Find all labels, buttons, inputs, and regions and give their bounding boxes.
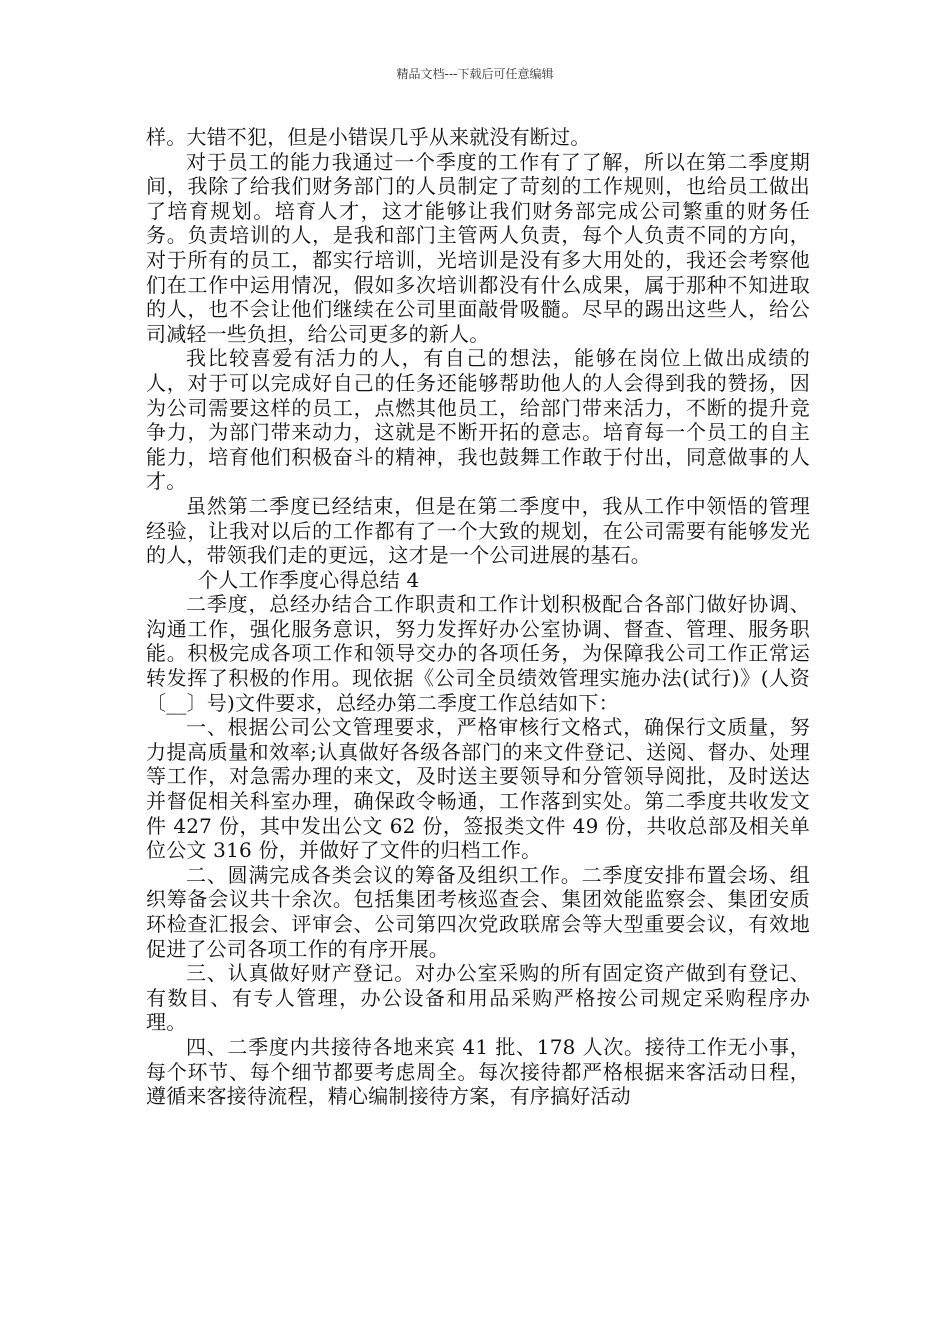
paragraph-item-3: 三、认真做好财产登记。对办公室采购的所有固定资产做到有登记、有数目、有专人管理，办公设备和用品采购严格按公司规定采购程序办理。 (146, 961, 810, 1035)
page-header: 精品文档---下载后可任意编辑 (396, 67, 554, 81)
paragraph-q2-intro: 二季度，总经办结合工作职责和工作计划积极配合各部门做好协调、沟通工作，强化服务意识，努力发挥好办公室协调、督查、管理、服务职能。积极完成各项工作和领导交办的各项任务，为保障我公司工作正常运转发挥了积极的作用。现依据《公司全员绩效管理实施办法(试行)》(人资〔__〕号)文件要求，总经办第二季度工作总结如下： (146, 592, 810, 715)
paragraph-energetic-staff: 我比较喜爱有活力的人，有自己的想法，能够在岗位上做出成绩的人，对于可以完成好自己的任务还能够帮助他人的人会得到我的赞扬，因为公司需要这样的员工，点燃其他员工，给部门带来活力，不断的提升竞争力，为部门带来动力，这就是不断开拓的意志。培育每一个员工的自主能力，培育他们积极奋斗的精神，我也鼓舞工作敢于付出，同意做事的人才。 (146, 346, 810, 494)
paragraph-q2-summary: 虽然第二季度已经结束，但是在第二季度中，我从工作中领悟的管理经验，让我对以后的工作都有了一个大致的规划，在公司需要有能够发光的人，带领我们走的更远，这才是一个公司进展的基石。 (146, 493, 810, 568)
paragraph-staff-training: 对于员工的能力我通过一个季度的工作有了了解，所以在第二季度期间，我除了给我们财务部门的人员制定了苛刻的工作规则，也给员工做出了培育规划。培育人才，这才能够让我们财务部完成公司繁重的财务任务。负责培训的人，是我和部门主管两人负责，每个人负责不同的方向，对于所有的员工，都实行培训，光培训是没有多大用处的，我还会考察他们在工作中运用情况，假如多次培训都没有什么成果，属于那种不知进取的人，也不会让他们继续在公司里面敲骨吸髓。尽早的踢出这些人，给公司减轻一些负担，给公司更多的新人。 (146, 149, 810, 346)
document-body (146, 125, 810, 1109)
paragraph-continued: 样。大错不犯，但是小错误几乎从来就没有断过。 (146, 125, 591, 149)
section-heading: 个人工作季度心得总结 4 (198, 567, 420, 592)
paragraph-item-4: 四、二季度内共接待各地来宾 41 批、178 人次。接待工作无小事，每个环节、每个细节都要考虑周全。每次接待都严格根据来客活动日程，遵循来客接待流程，精心编制接待方案，有序搞好活动 (146, 1034, 810, 1109)
paragraph-item-1: 一、根据公司公文管理要求，严格审核行文格式，确保行文质量，努力提高质量和效率;认真做好各级各部门的来文件登记、送阅、督办、处理等工作，对急需办理的来文，及时送主要领导和分管领导阅批，及时送达并督促相关科室办理，确保政令畅通，工作落到实处。第二季度共收发文件 427 份，其中发出公文 62 份，签报类文件 49 份，共收总部及相关单位公文 316 份，并做好了文件的归档工作。 (146, 715, 810, 863)
paragraph-item-2: 二、圆满完成各类会议的筹备及组织工作。二季度安排布置会场、组织筹备会议共十余次。包括集团考核巡查会、集团效能监察会、集团安质环检查汇报会、评审会、公司第四次党政联席会等大型重要会议，有效地促进了公司各项工作的有序开展。 (146, 862, 810, 961)
